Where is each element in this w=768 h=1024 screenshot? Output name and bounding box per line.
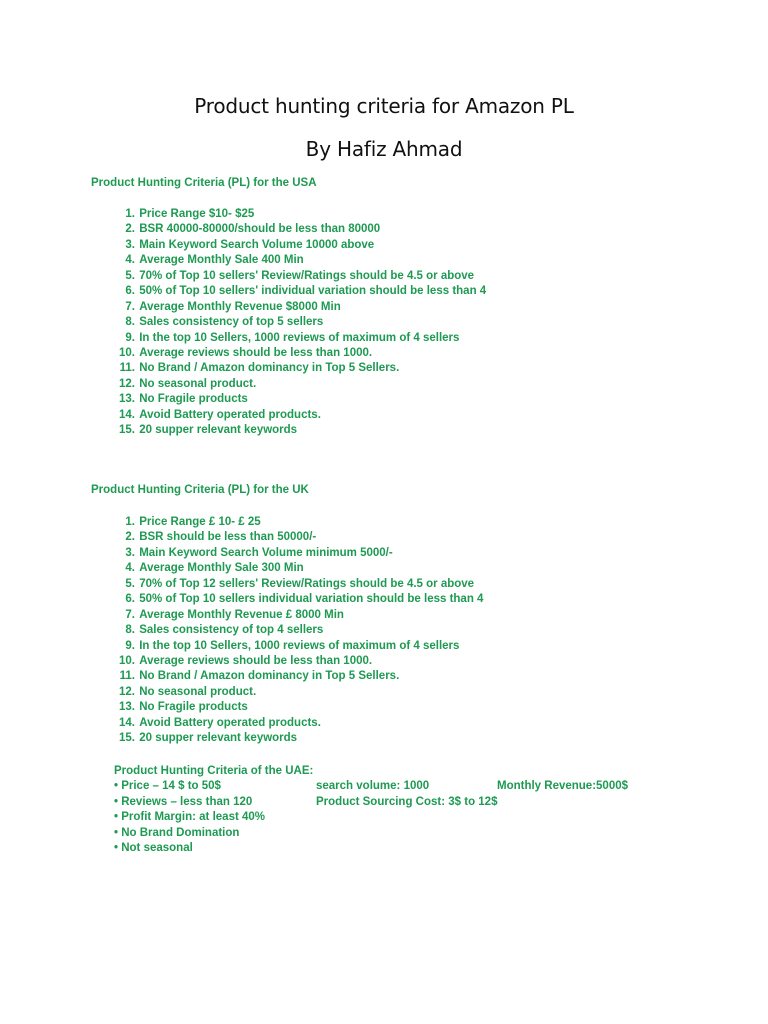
list-item: 6. 50% of Top 10 sellers individual variation should be less than 4 — [125, 593, 484, 606]
uae-row-brand — [0, 827, 768, 843]
uae-seasonal: • Not seasonal — [114, 842, 193, 854]
list-item: 15. 20 supper relevant keywords — [119, 732, 298, 745]
uk-criteria-list — [111, 515, 483, 747]
list-item: 14. Avoid Battery operated products. — [119, 716, 321, 729]
list-item: 4. Average Monthly Sale 300 Min — [125, 562, 304, 575]
list-item: 15. 20 supper relevant keywords — [119, 424, 298, 437]
uk-section-heading: Product Hunting Criteria (PL) for the UK — [91, 484, 309, 496]
list-item: 12. No seasonal product. — [119, 685, 257, 698]
list-item: 10. Average reviews should be less than 1000. — [119, 654, 373, 667]
document-title: Product hunting criteria for Amazon PL — [194, 94, 574, 118]
list-item: 7. Average Monthly Revenue £ 8000 Min — [125, 608, 344, 621]
list-item: 4. Average Monthly Sale 400 Min — [125, 254, 304, 267]
uae-search-volume: search volume: 1000 — [316, 780, 430, 792]
list-item: 3. Main Keyword Search Volume minimum 5000/- — [125, 546, 393, 559]
list-item: 1. Price Range $10- $25 — [125, 208, 255, 220]
list-item: 14. Avoid Battery operated products. — [119, 408, 321, 421]
list-item: 13. No Fragile products — [119, 393, 248, 406]
list-item: 5. 70% of Top 12 sellers' Review/Ratings should be 4.5 or above — [125, 577, 475, 590]
list-item: 11. No Brand / Amazon dominancy in Top 5 Sellers. — [119, 670, 400, 683]
list-item: 7. Average Monthly Revenue $8000 Min — [125, 300, 341, 313]
uae-profit-margin: • Profit Margin: at least 40% — [114, 811, 266, 823]
usa-criteria-list — [111, 207, 486, 439]
uae-row-reviews — [0, 796, 768, 812]
uae-brand: • No Brand Domination — [114, 827, 240, 839]
list-item: 1. Price Range £ 10- £ 25 — [125, 516, 261, 528]
list-item: 6. 50% of Top 10 sellers' individual variation should be less than 4 — [125, 285, 487, 298]
document-author: By Hafiz Ahmad — [305, 137, 463, 161]
uae-row-seasonal — [0, 842, 768, 858]
list-item: 8. Sales consistency of top 5 sellers — [125, 316, 324, 329]
list-item: 10. Average reviews should be less than 1000. — [119, 346, 373, 359]
list-item: 2. BSR should be less than 50000/- — [125, 531, 317, 544]
usa-section-heading: Product Hunting Criteria (PL) for the USA — [91, 177, 317, 189]
uae-price: • Price – 14 $ to 50$ — [114, 780, 221, 792]
uae-section-heading: Product Hunting Criteria of the UAE: — [114, 765, 314, 777]
uae-sourcing-cost: Product Sourcing Cost: 3$ to 12$ — [316, 796, 498, 808]
list-item: 3. Main Keyword Search Volume 10000 above — [125, 238, 375, 251]
list-item: 8. Sales consistency of top 4 sellers — [125, 624, 324, 637]
list-item: 12. No seasonal product. — [119, 377, 257, 390]
list-item: 9. In the top 10 Sellers, 1000 reviews of maximum of 4 sellers — [125, 639, 460, 652]
list-item: 5. 70% of Top 10 sellers' Review/Ratings should be 4.5 or above — [125, 269, 475, 282]
list-item: 9. In the top 10 Sellers, 1000 reviews of maximum of 4 sellers — [125, 331, 460, 344]
uae-reviews: • Reviews – less than 120 — [114, 796, 253, 808]
uae-monthly-revenue: Monthly Revenue:5000$ — [497, 780, 629, 792]
list-item: 13. No Fragile products — [119, 701, 248, 714]
list-item: 2. BSR 40000-80000/should be less than 80000 — [125, 223, 381, 236]
uae-row-profit — [0, 811, 768, 827]
list-item: 11. No Brand / Amazon dominancy in Top 5 Sellers. — [119, 362, 400, 375]
uae-row-price — [0, 780, 768, 796]
